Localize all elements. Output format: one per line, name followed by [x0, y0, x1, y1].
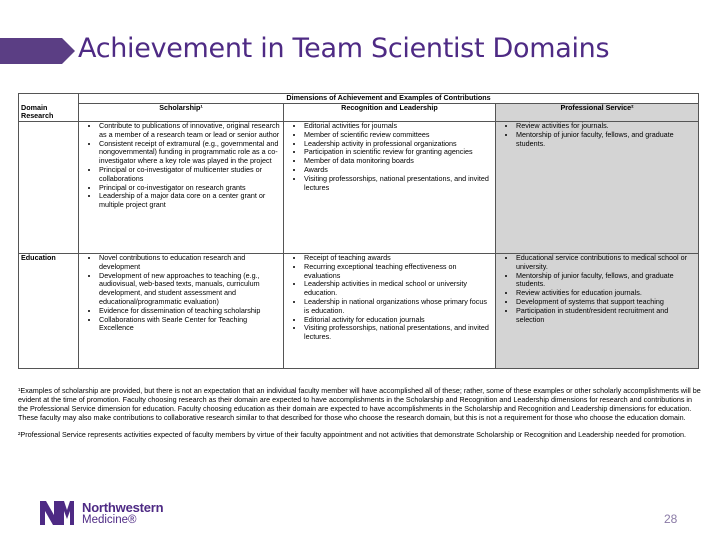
list-item: • Receipt of teaching awards — [304, 254, 493, 263]
list-item: • Awards — [304, 166, 493, 175]
list-item: • Leadership activity in professional organizations — [304, 140, 493, 149]
education-recognition-cell — [284, 254, 496, 369]
education-service-cell — [496, 254, 699, 369]
list-item: • Leadership activities in medical school or university education. — [304, 280, 493, 298]
list-item: • Member of scientific review committees — [304, 131, 493, 140]
header-service: Professional Service² — [496, 104, 699, 122]
list-item: • Leadership in national organizations whose primary focus is education. — [304, 298, 493, 316]
list-item: • Mentorship of junior faculty, fellows, and graduate students. — [516, 272, 696, 290]
page-number: 28 — [664, 512, 678, 526]
list-item: • Participation in scientific review for granting agencies — [304, 148, 493, 157]
list-item: • Evidence for dissemination of teaching scholarship — [99, 307, 281, 316]
logo-line-2: Medicine® — [82, 514, 137, 526]
domain-cell-research — [19, 122, 79, 254]
title-accent-bar — [0, 38, 62, 64]
list-item: • Principal or co-investigator on research grants — [99, 184, 281, 193]
footnote-scholarship: ¹Examples of scholarship are provided, but there is not an expectation that an individual faculty member will have accomplished all of these; rather, some of these examples or other scholarly accomplishments will be evident at the time of promotion. Faculty choosing research as their domain are expected to have accomplishments in the Scholarship and Recognition and Leadership dimensions for research and contributions in the Professional Service dimension for education. Faculty choosing education as their domain are expected to have accomplishments in the Scholarship and Recognition and Leadership dimensions for education. These faculty may also make contributions to collaborative research similar to that described for those who choose the research domain, but this is not a requirement for those who choose the education domain. — [18, 386, 701, 422]
slide-title: Achievement in Team Scientist Domains — [78, 33, 610, 64]
header-scholarship: Scholarship¹ — [79, 104, 284, 122]
list-item: • Recurring exceptional teaching effectiveness on evaluations — [304, 263, 493, 281]
northwestern-medicine-logo — [40, 497, 240, 529]
list-item: • Review activities for education journals. — [516, 289, 696, 298]
achievement-table — [18, 93, 699, 369]
list-item: • Leadership of a major data core on a center grant or multiple project grant — [99, 192, 281, 210]
list-item: • Participation in student/resident recruitment and selection — [516, 307, 696, 325]
research-recognition-cell — [284, 122, 496, 254]
list-item: • Contribute to publications of innovative, original research as a member of a research team or lead or senior author — [99, 122, 281, 140]
header-dimensions: Dimensions of Achievement and Examples of Contributions — [79, 94, 699, 104]
list-item: • Review activities for journals. — [516, 122, 696, 131]
list-item: • Editorial activity for education journals — [304, 316, 493, 325]
list-item: • Novel contributions to education research and development — [99, 254, 281, 272]
footnote-professional-service: ²Professional Service represents activities expected of faculty members by virtue of their faculty appointment and not activities that demonstrate Scholarship or Recognition and Leadership needed for promotion. — [18, 429, 686, 439]
title-accent-arrow — [62, 38, 75, 64]
table-row-education — [19, 254, 699, 369]
list-item: • Visiting professorships, national presentations, and invited lectures — [304, 175, 493, 193]
list-item: • Development of new approaches to teaching (e.g., audiovisual, web-based texts, manuals, curriculum development, and student assessment and educational/programmatic evaluation) — [99, 272, 281, 307]
domain-cell-education: Education — [19, 254, 79, 369]
list-item: • Mentorship of junior faculty, fellows, and graduate students. — [516, 131, 696, 149]
nm-logo-icon — [40, 501, 74, 525]
header-domain: Domain Research — [19, 104, 79, 122]
header-recognition: Recognition and Leadership — [284, 104, 496, 122]
table-row-research — [19, 122, 699, 254]
list-item: • Educational service contributions to medical school or university. — [516, 254, 696, 272]
footnotes — [18, 387, 702, 448]
list-item: • Visiting professorships, national presentations, and invited lectures. — [304, 324, 493, 342]
research-scholarship-cell — [79, 122, 284, 254]
list-item: • Member of data monitoring boards — [304, 157, 493, 166]
list-item: • Editorial activities for journals — [304, 122, 493, 131]
research-service-cell — [496, 122, 699, 254]
list-item: • Principal or co-investigator of multicenter studies or collaborations — [99, 166, 281, 184]
list-item: • Development of systems that support teaching — [516, 298, 696, 307]
list-item: • Consistent receipt of extramural (e.g., governmental and nongovernmental) funding in programmatic role as a co-investigator where a key role was played in the project — [99, 140, 281, 166]
list-item: • Collaborations with Searle Center for Teaching Excellence — [99, 316, 281, 334]
logo-line-1: Northwestern — [82, 500, 164, 515]
education-scholarship-cell — [79, 254, 284, 369]
